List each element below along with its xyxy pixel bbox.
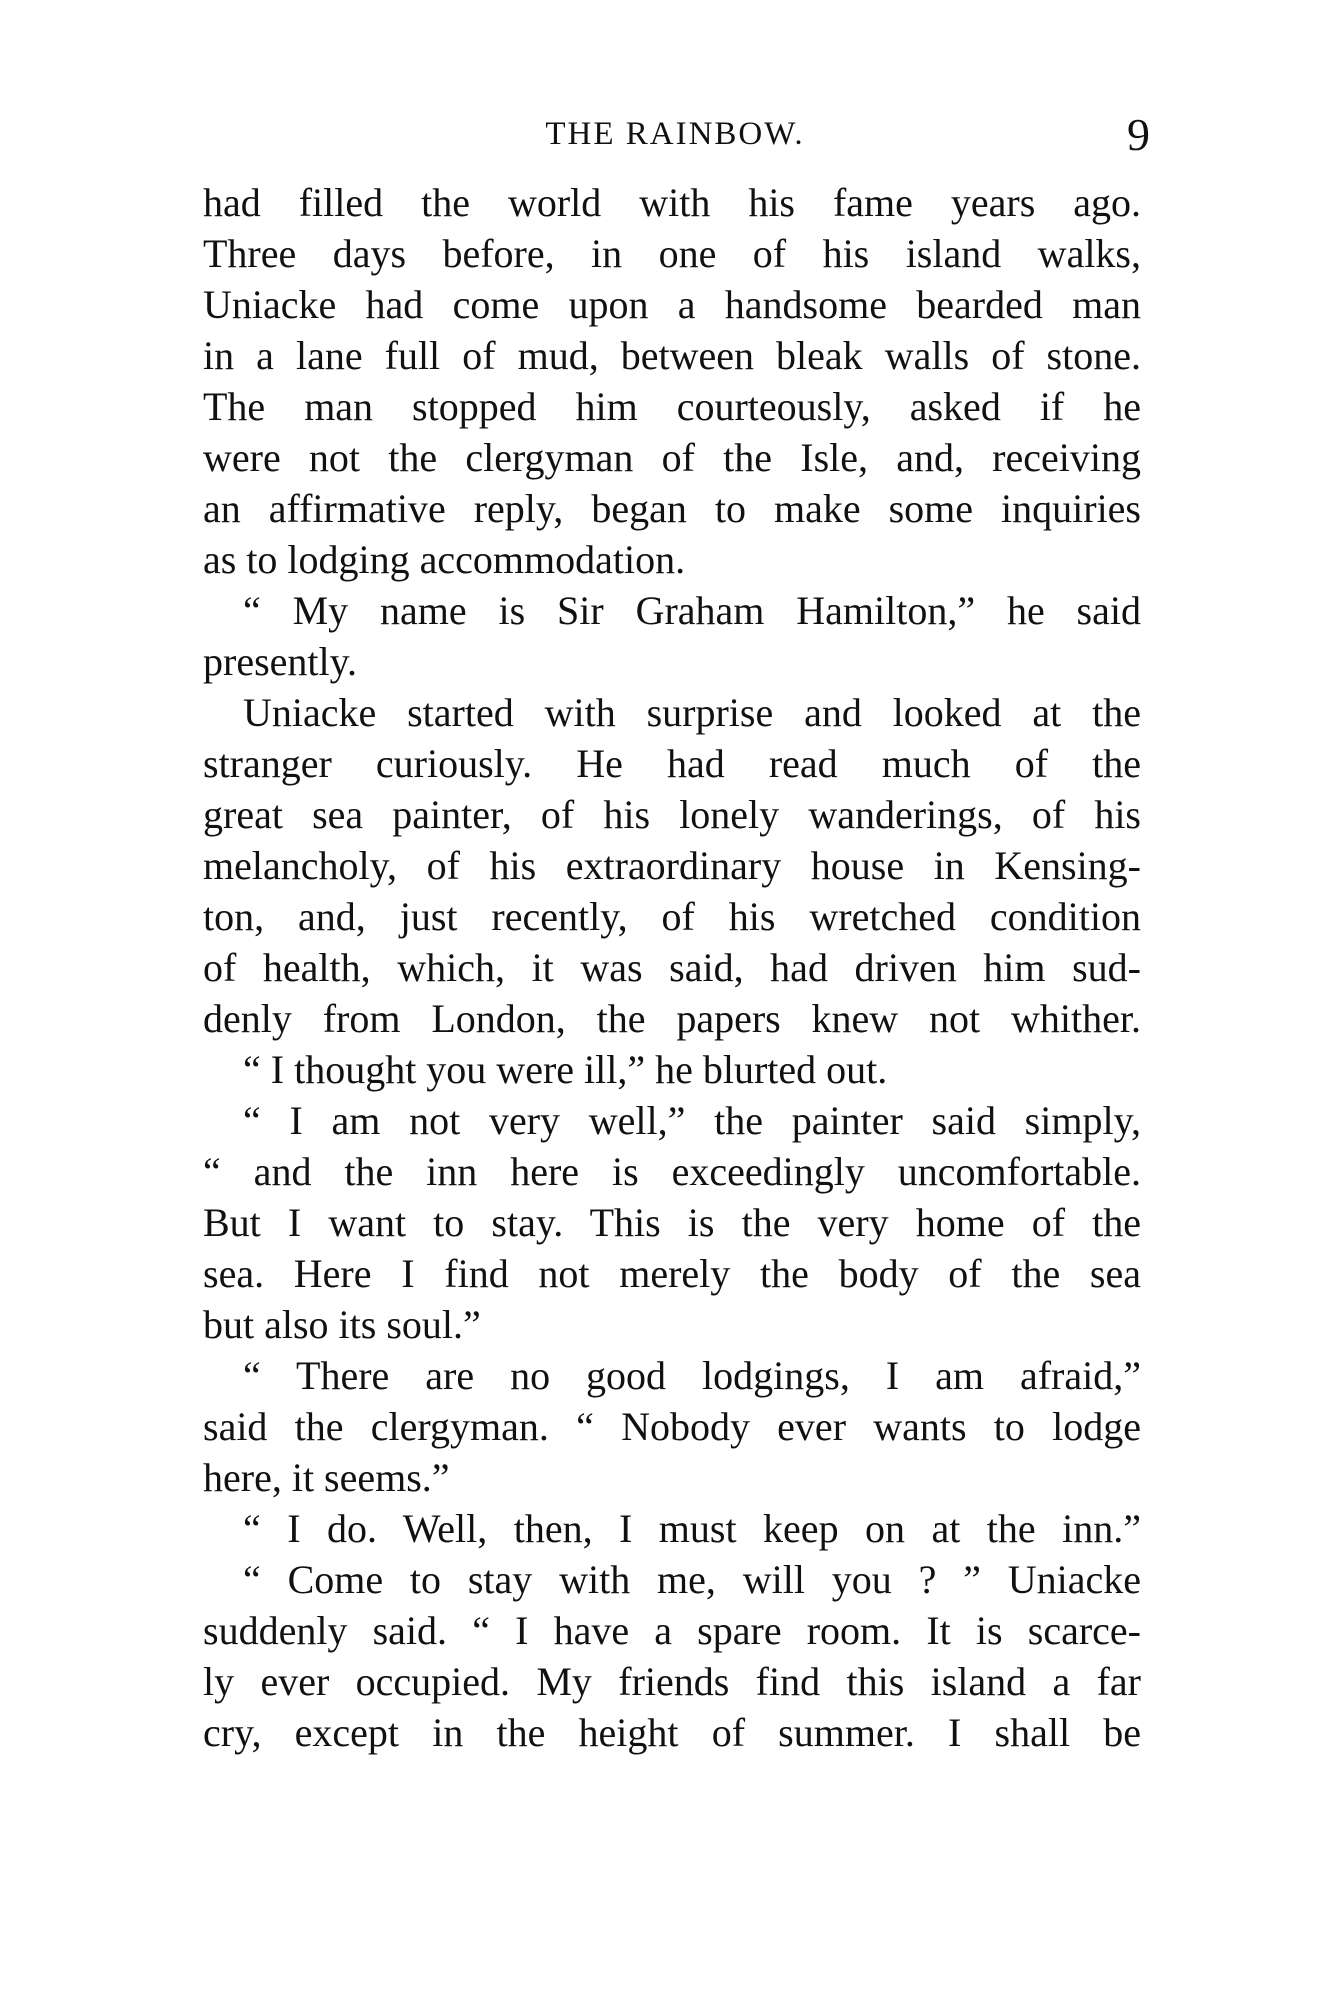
page-number: 9	[1127, 109, 1150, 160]
text-line: suddenly said. “ I have a spare room. It is scarce-	[203, 1608, 1141, 1653]
text-line: here, it seems.”	[203, 1455, 450, 1500]
text-line: The man stopped him courteously, asked if he	[203, 384, 1141, 429]
running-head	[200, 109, 1150, 162]
text-line: “ I thought you were ill,” he blurted out.	[243, 1047, 888, 1092]
text-line: cry, except in the height of summer. I shall be	[203, 1710, 1141, 1755]
text-line: Uniacke had come upon a handsome bearded man	[203, 282, 1141, 327]
body-text	[203, 177, 1141, 1758]
text-line: “ My name is Sir Graham Hamilton,” he said	[243, 588, 1141, 633]
text-line: in a lane full of mud, between bleak walls of stone.	[203, 333, 1141, 378]
running-title: THE RAINBOW.	[545, 116, 805, 152]
text-line: “ I do. Well, then, I must keep on at the inn.”	[243, 1506, 1141, 1551]
text-line: ly ever occupied. My friends find this island a far	[203, 1659, 1141, 1704]
text-line: ton, and, just recently, of his wretched condition	[203, 894, 1141, 939]
text-line: Uniacke started with surprise and looked at the	[243, 690, 1141, 735]
text-line: “ I am not very well,” the painter said simply,	[243, 1098, 1141, 1143]
text-line: melancholy, of his extraordinary house in Kensing-	[203, 843, 1141, 888]
text-line: had filled the world with his fame years ago.	[203, 180, 1141, 225]
text-line: “ There are no good lodgings, I am afraid,”	[243, 1353, 1141, 1398]
text-line: But I want to stay. This is the very home of the	[203, 1200, 1141, 1245]
text-line: of health, which, it was said, had driven him sud-	[203, 945, 1141, 990]
text-line: “ and the inn here is exceedingly uncomfortable.	[203, 1149, 1141, 1194]
text-line: an affirmative reply, began to make some inquiries	[203, 486, 1141, 531]
text-line: denly from London, the papers knew not whither.	[203, 996, 1141, 1041]
text-line: sea. Here I find not merely the body of the sea	[203, 1251, 1141, 1296]
text-line: said the clergyman. “ Nobody ever wants to lodge	[203, 1404, 1141, 1449]
text-line: presently.	[203, 639, 358, 684]
text-line: were not the clergyman of the Isle, and, receiving	[203, 435, 1141, 480]
text-line: but also its soul.”	[203, 1302, 481, 1347]
text-line: Three days before, in one of his island walks,	[203, 231, 1141, 276]
text-line: “ Come to stay with me, will you ? ” Uniacke	[243, 1557, 1141, 1602]
text-line: as to lodging accommodation.	[203, 537, 686, 582]
text-line: great sea painter, of his lonely wanderings, of his	[203, 792, 1141, 837]
text-line: stranger curiously. He had read much of the	[203, 741, 1141, 786]
